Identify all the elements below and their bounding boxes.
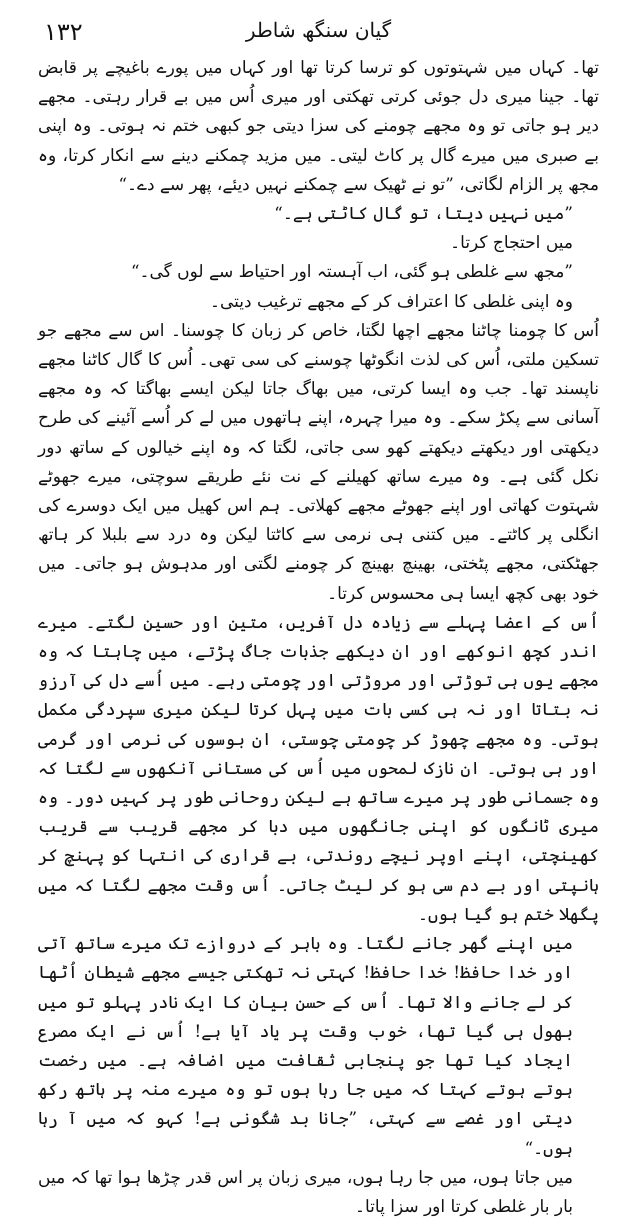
- paragraph: تھا۔ کہاں میں شہتوتوں کو ترسا کرتا تھا اور کہاں میں پورے باغیچے پر قابض تھا۔ جینا میری دل جوئی کرتی تھکتی اور میری اُس میں بے قرار رہتی۔ مجھے دیر ہو جاتی تو وہ مجھے چومنے کی سزا دیتی جو کبھی ختم نہ ہوتی۔ وہ اپنی بے صبری میں میرے گال پر کاٹ لیتی۔ میں مزید چمکنے دینے سے انکار کرتا، وہ مجھ پر الزام لگاتی، ”تو نے ٹھیک سے چمکنے نہیں دیئے، پھر سے دے۔“: [38, 58, 599, 195]
- paragraph: میں اپنے گھر جانے لگتا۔ وہ باہر کے دروازے تک میرے ساتھ آتی اور خدا حافظ! خدا حافظ! کہتی نہ تھکتی جیسے مجھے شیطان اُٹھا کر لے جانے والا تھا۔ اُس کے حسن بیان کا ایک نادر پہلو تو میں بھول ہی گیا تھا، خوب وقت پر یاد آیا ہے! اُس نے ایک مصرع ایجاد کیا تھا جو پنجابی ثقافت میں اضافہ ہے۔ میں رخصت ہوتے ہوتے کہتا کہ میں جا رہا ہوں تو وہ میرے منہ پر ہاتھ رکھ دیتی اور غصے سے کہتی، ”جانا بد شگونی ہے! کہو کہ میں آ رہا ہوں۔“: [38, 934, 573, 1159]
- paragraph: میں جاتا ہوں، میں جا رہا ہوں، میری زبان پر اس قدر چڑھا ہوا تھا کہ میں بار بار غلطی کرتا اور سزا پاتا۔: [38, 1167, 573, 1217]
- paragraph: وہ اپنی غلطی کا اعتراف کر کے مجھے ترغیب دیتی۔: [210, 291, 573, 312]
- paragraph: ”مجھ سے غلطی ہو گئی، اب آہستہ اور احتیاط سے لوں گی۔“: [130, 262, 573, 283]
- paragraph: ”میں نہیں دیتا، تو گال کاٹتی ہے۔“: [274, 204, 573, 225]
- paragraph: میں احتجاج کرتا۔: [450, 233, 573, 254]
- running-title: گیان سنگھ شاطر: [245, 18, 392, 42]
- paragraph: اُس کا چومنا چاٹنا مجھے اچھا لگتا، خاص کر زبان کا چوسنا۔ اس سے مجھے جو تسکین ملتی، اُس کی لذت انگوٹھا چوسنے کی سی تھی۔ اُس کا گال کاٹنا مجھے ناپسند تھا۔ جب وہ ایسا کرتی، میں بھاگ جاتا لیکن ایسے بھاگتا کہ وہ مجھے آسانی سے پکڑ سکے۔ وہ میرا چہرہ، اپنے ہاتھوں میں لے کر اُسے آئینے کی طرح دیکھتی اور دیکھتے دیکھتے کھو سی جاتی، لگتا کہ وہ اپنے خیالوں کے ساتھ دور نکل گئی ہے۔ وہ میرے ساتھ کھیلنے کے نت نئے طریقے سوچتی، میرے جھوٹے شہتوت کھاتی اور اپنے جھوٹے مجھے کھلاتی۔ ہم اس کھیل میں ایک دوسرے کی انگلی پر کاٹتے۔ میں کتنی ہی نرمی سے کاٹتا لیکن وہ درد سے بلبلا کر ہاتھ جھٹکتی، مجھے پٹختی، بھینچ بھینچ کر چومنے لگتی اور مدہوش ہو جاتی۔ میں خود بھی کچھ ایسا ہی محسوس کرتا۔: [38, 320, 599, 604]
- body-text: [38, 54, 599, 1222]
- page-header: [38, 14, 599, 54]
- page-number: ۱۳۲: [44, 18, 83, 46]
- paragraph: اُس کے اعضا پہلے سے زیادہ دل آفریں، متین اور حسین لگتے۔ میرے اندر کچھ انوکھے اور ان دیکھے جذبات جاگ پڑتے، میں چاہتا کہ وہ مجھے یوں ہی توڑتی اور مروڑتی اور چومتی رہے۔ میں اُسے دل کی آرزو نہ بتاتا اور نہ ہی کسی بات میں پہل کرتا لیکن میری سپردگی مکمل ہوتی۔ وہ مجھے چھوڑ کر چومتی چوستی، ان بوسوں کی نرمی اور گرمی اور ہی ہوتی۔ ان نازک لمحوں میں اُس کی مستانی آنکھوں سے لگتا کہ وہ جسمانی طور پر میرے ساتھ ہے لیکن روحانی طور پر کہیں دور۔ وہ میری ٹانگوں کو اپنی جانگھوں میں دبا کر مجھے قریب سے قریب کھینچتی، اپنے اوپر نیچے روندتی، بے قراری کی انتہا کو پہنچ کر ہانپتی اور بے دم سی ہو کر لیٹ جاتی۔ اُس وقت مجھے لگتا کہ میں پگھلا ختم ہو گیا ہوں۔: [38, 612, 599, 925]
